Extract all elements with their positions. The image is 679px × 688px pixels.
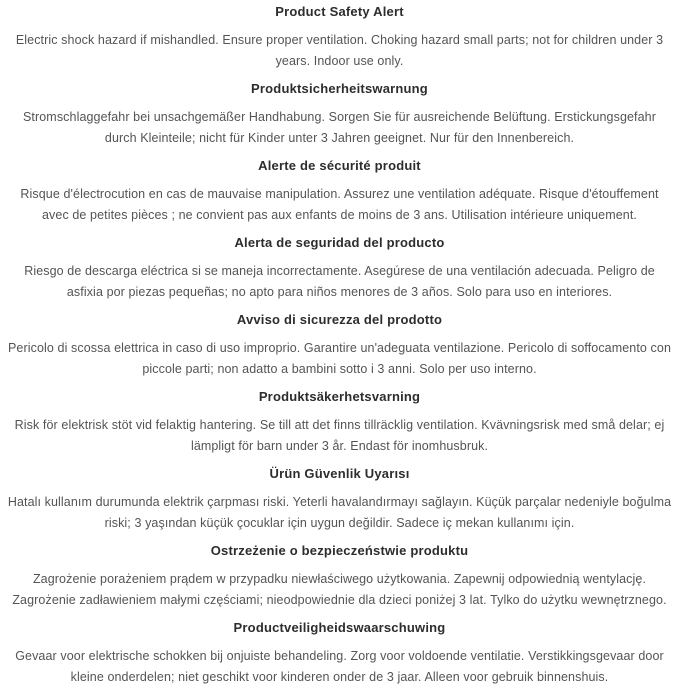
section-heading-en: Product Safety Alert	[275, 4, 404, 19]
section-body-fr: Risque d'électrocution en cas de mauvaise manipulation. Assurez une ventilation adéquate. Risque d'étouffement avec de petites pièces ; ne convient pas aux enfants de moins de 3 ans. Utilisation intérieure uniquement.	[20, 187, 659, 222]
section-heading-sv: Produktsäkerhetsvarning	[258, 389, 421, 404]
section-body-de: Stromschlaggefahr bei unsachgemäßer Handhabung. Sorgen Sie für ausreichende Belüftung. Erstickungsgefahr durch Kleinteile; nicht für Kinder unter 3 Jahren geeignet. Nur für den Innenbereich.	[22, 110, 656, 145]
section-body-nl: Gevaar voor elektrische schokken bij onjuiste behandeling. Zorg voor voldoende ventilatie. Verstikkingsgevaar door kleine onderdelen; niet geschikt voor kinderen onder de 3 jaar. Alleen voor gebruik binnenshuis.	[15, 649, 664, 684]
safety-section-fr	[7, 158, 672, 226]
safety-section-pl	[7, 543, 672, 611]
section-body-en: Electric shock hazard if mishandled. Ensure proper ventilation. Choking hazard small parts; not for children under 3 years. Indoor use only.	[15, 33, 664, 68]
section-heading-pl: Ostrzeżenie o bezpieczeństwie produktu	[210, 543, 469, 558]
section-heading-es: Alerta de seguridad del producto	[234, 235, 445, 250]
section-body-tr: Hatalı kullanım durumunda elektrik çarpması riski. Yeterli havalandırmayı sağlayın. Küçük parçalar nedeniyle boğulma riski; 3 yaşından küçük çocuklar için uygun değildir. Sadece iç mekan kullanımı için.	[7, 495, 672, 530]
section-heading-fr: Alerte de sécurité produit	[258, 158, 421, 173]
safety-section-sv	[7, 389, 672, 457]
safety-section-tr	[7, 466, 672, 534]
section-body-it: Pericolo di scossa elettrica in caso di uso improprio. Garantire un'adeguata ventilazione. Pericolo di soffocamento con piccole parti; non adatto a bambini sotto i 3 anni. Solo per uso interno.	[7, 341, 672, 376]
safety-section-en	[7, 4, 672, 72]
section-body-es: Riesgo de descarga eléctrica si se maneja incorrectamente. Asegúrese de una ventilación adecuada. Peligro de asfixia por piezas pequeñas; no apto para niños menores de 3 años. Solo para uso en interiores.	[24, 264, 655, 299]
safety-section-it	[7, 312, 672, 380]
section-heading-nl: Productveiligheidswaarschuwing	[233, 620, 446, 635]
safety-section-de	[7, 81, 672, 149]
section-heading-it: Avviso di sicurezza del prodotto	[236, 312, 443, 327]
section-heading-de: Produktsicherheitswarnung	[251, 81, 428, 96]
safety-section-nl	[7, 620, 672, 688]
section-body-pl: Zagrożenie porażeniem prądem w przypadku niewłaściwego użytkowania. Zapewnij odpowiednią wentylację. Zagrożenie zadławieniem małymi częściami; nieodpowiednie dla dzieci poniżej 3 lat. Tylko do użytku wewnętrznego.	[12, 572, 667, 607]
section-body-sv: Risk för elektrisk stöt vid felaktig hantering. Se till att det finns tillräcklig ventilation. Kvävningsrisk med små delar; ej lämpligt för barn under 3 år. Endast för inomhusbruk.	[14, 418, 665, 453]
section-heading-tr: Ürün Güvenlik Uyarısı	[269, 466, 410, 481]
safety-section-es	[7, 235, 672, 303]
